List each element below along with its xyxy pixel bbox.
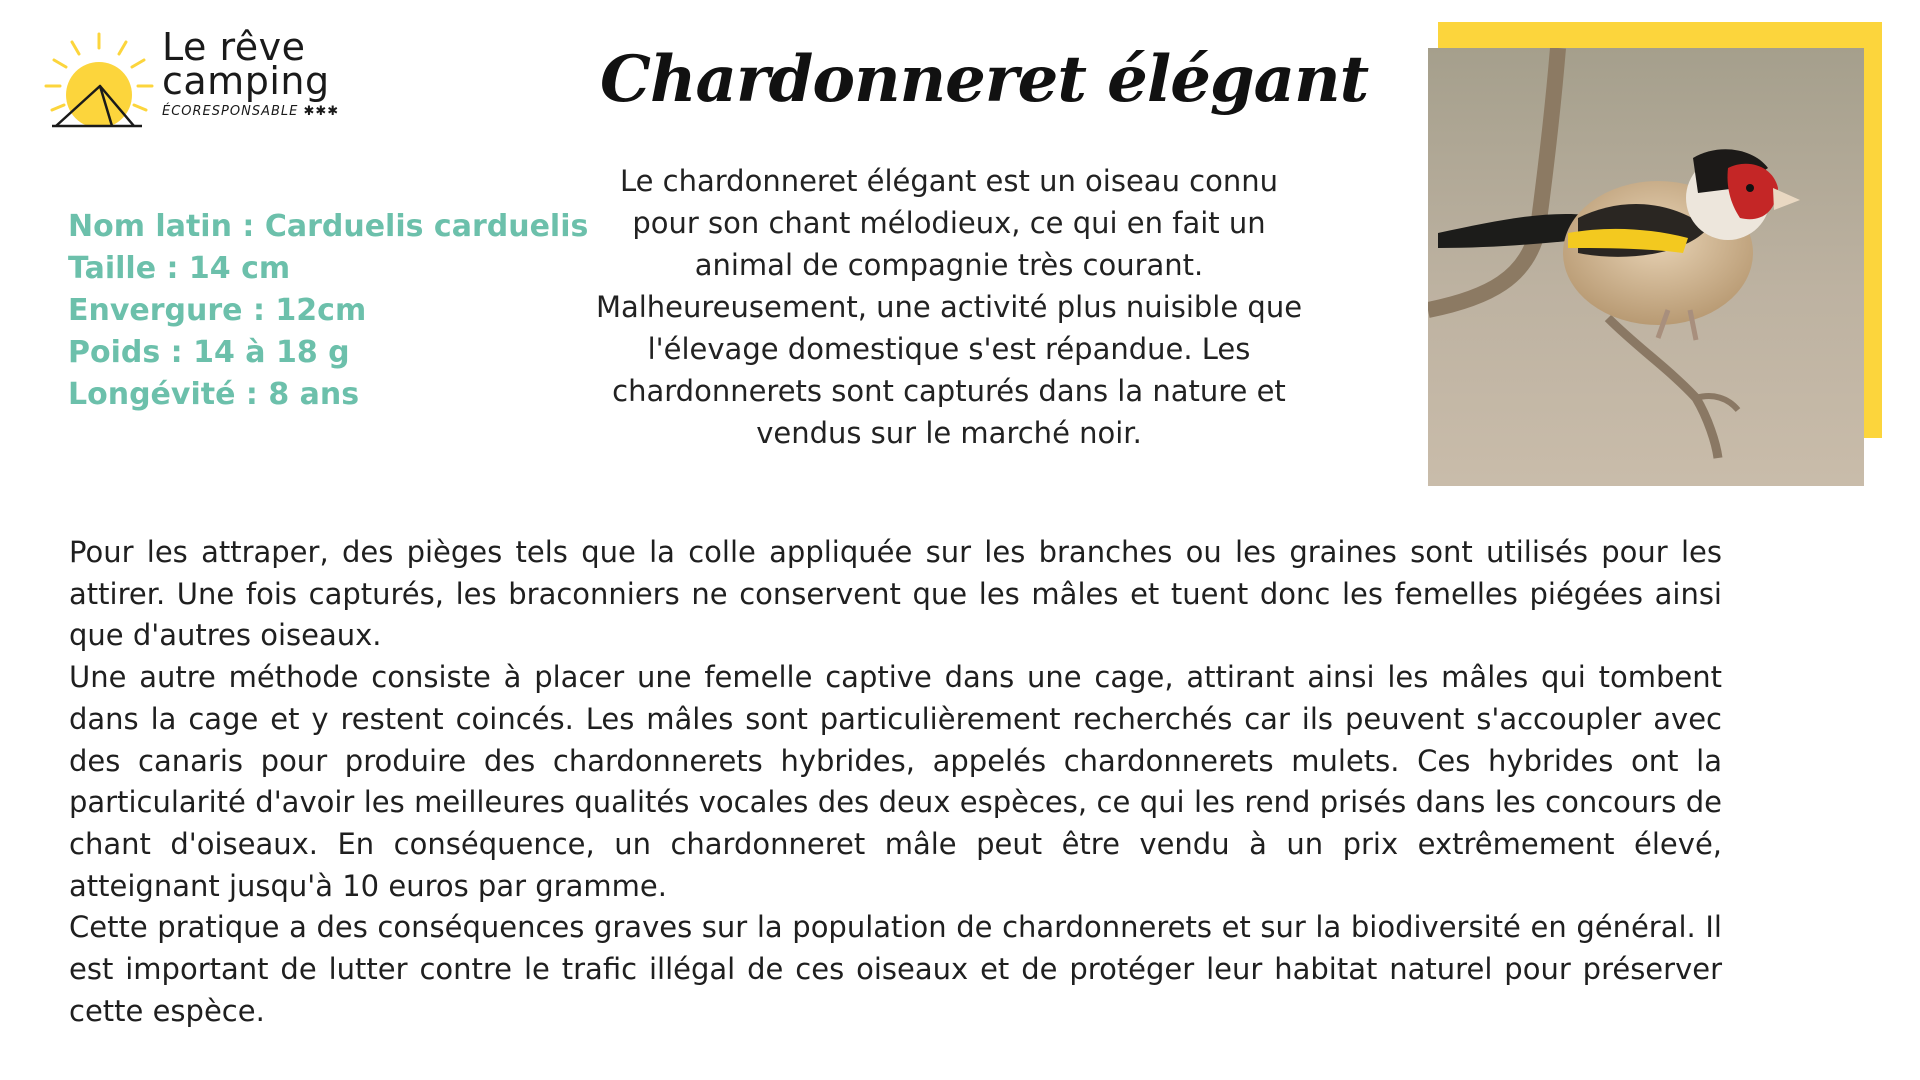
goldfinch-photo (1428, 48, 1864, 486)
bird-photo-frame (1428, 22, 1888, 488)
species-facts (68, 206, 588, 416)
body-paragraph-2: Une autre méthode consiste à placer une femelle captive dans une cage, attirant ainsi les mâles qui tombent dans la cage et y restent coincés. Les mâles sont particulièrement recherchés car ils peuvent s'accoupler avec des canaris pour produire des chardonnerets hybrides, appelés chardonnerets mulets. Ces hybrides ont la particularité d'avoir les meilleures qualités vocales des deux espèces, ce qui les rend prisés dans les concours de chant d'oiseaux. En conséquence, un chardonneret mâle peut être vendu à un prix extrêmement élevé, atteignant jusqu'à 10 euros par gramme. (69, 660, 1722, 903)
intro-paragraph: Le chardonneret élégant est un oiseau connu pour son chant mélodieux, ce qui en fait un animal de compagnie très courant. Malheureusement, une activité plus nuisible que l'élevage domestique s'est répandue. Les chardonnerets sont capturés dans la nature et vendus sur le marché noir. (595, 164, 1303, 450)
brand-logo (42, 25, 362, 130)
brand-wordmark (162, 25, 340, 119)
body-paragraph-3: Cette pratique a des conséquences graves sur la population de chardonnerets et sur la biodiversité en général. Il est important de lutter contre le trafic illégal de ces oiseaux et de protéger leur habitat naturel pour préserver cette espèce. (69, 910, 1722, 1028)
brand-tagline: ÉCORESPONSABLE ✱✱✱ (162, 104, 340, 119)
body-text (69, 532, 1722, 1032)
brand-line1: Le rêve (162, 25, 306, 69)
fact-longevity: Longévité : 8 ans (68, 377, 360, 412)
fact-wingspan: Envergure : 12cm (68, 293, 367, 328)
fact-size: Taille : 14 cm (68, 251, 291, 286)
fact-latin-name: Nom latin : Carduelis carduelis (68, 209, 589, 244)
brand-line2: camping (162, 59, 330, 103)
sun-tent-icon (42, 30, 157, 130)
page-title: Chardonneret élégant (600, 42, 1369, 117)
body-paragraph-1: Pour les attraper, des pièges tels que la colle appliquée sur les branches ou les graines sont utilisés pour les attirer. Une fois capturés, les braconniers ne conservent que les mâles et tuent donc les femelles piégées ainsi que d'autres oiseaux. (69, 535, 1722, 653)
fact-weight: Poids : 14 à 18 g (68, 335, 350, 370)
goldfinch-illustration (1428, 48, 1864, 486)
